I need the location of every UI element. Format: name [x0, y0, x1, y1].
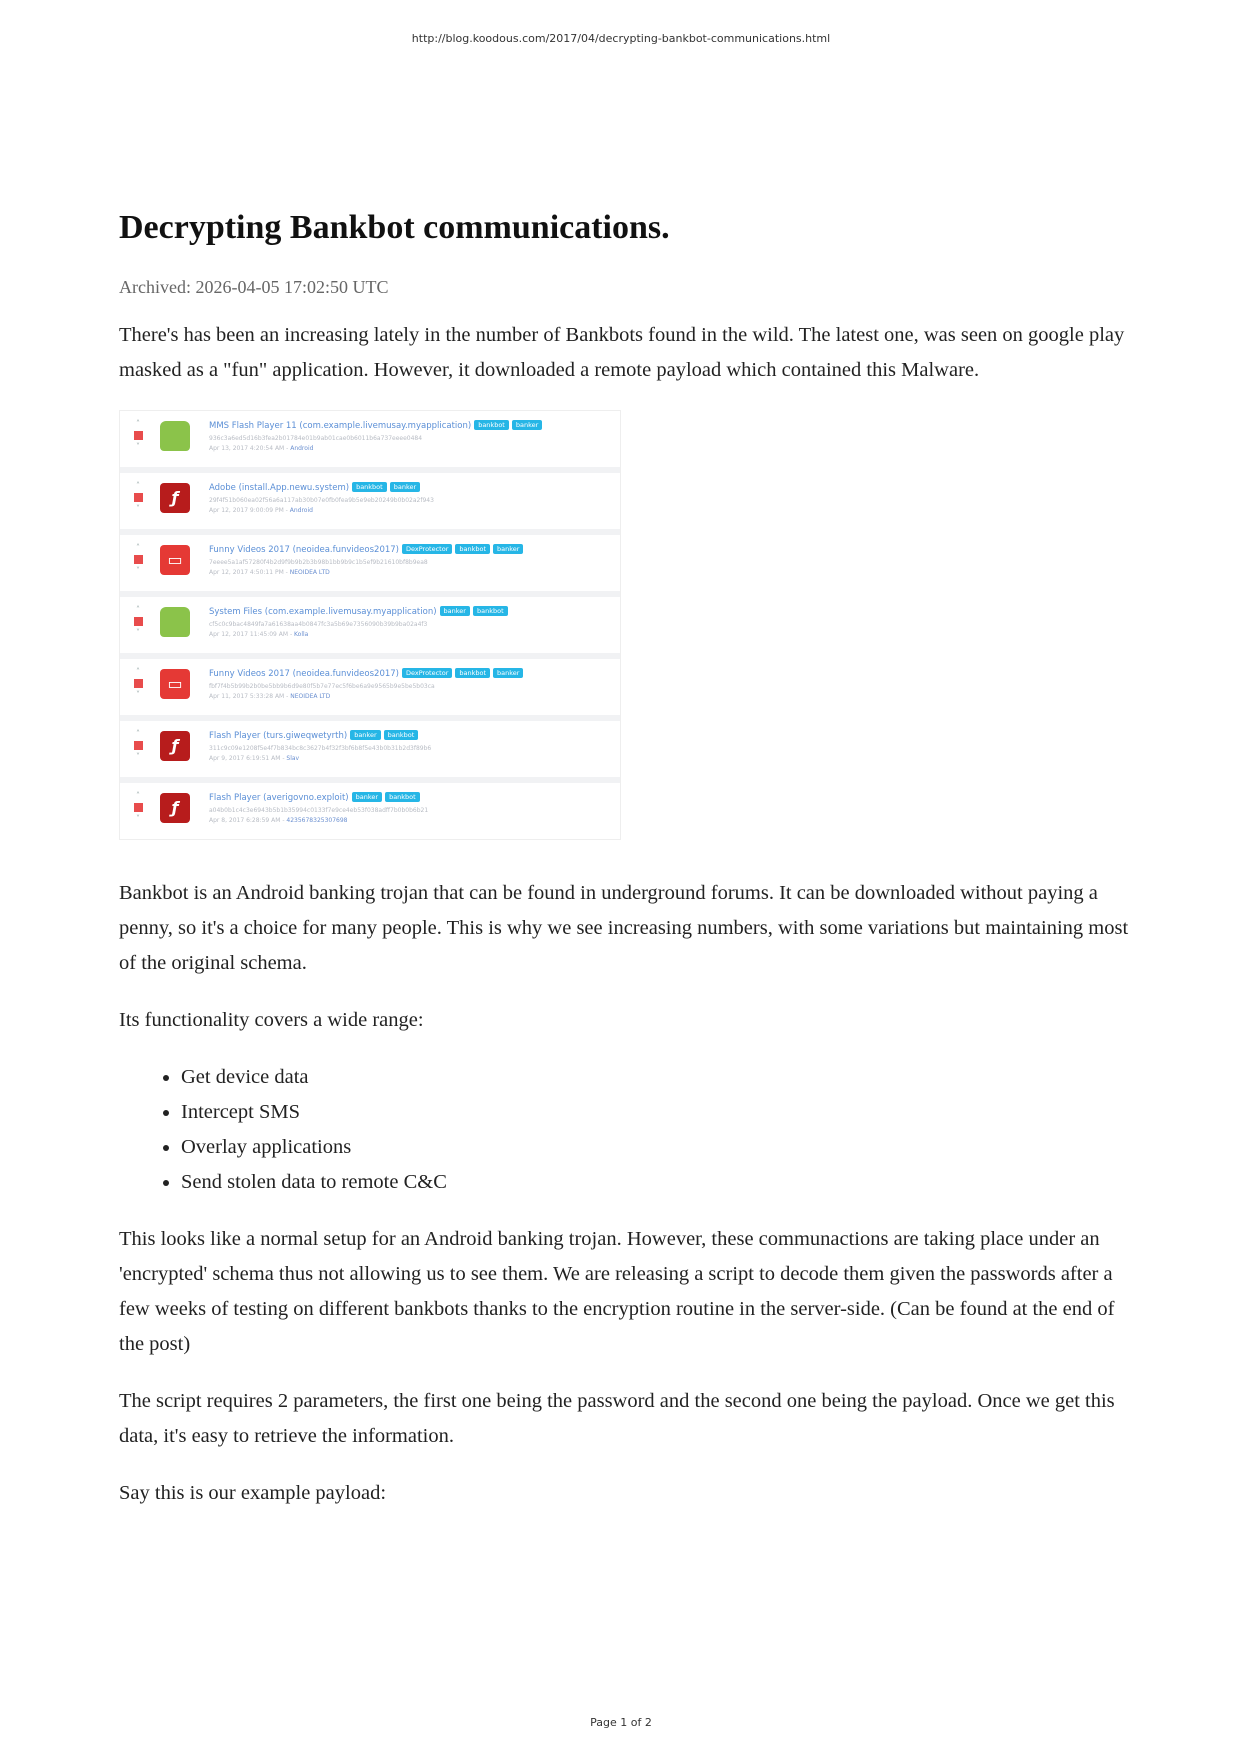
- table-row: [120, 473, 620, 535]
- paragraph-bankbot-description: Bankbot is an Android banking trojan that can be found in underground forums. It can be downloaded without paying a penny, so it's a choice for many people. This is why we see increasing numbers, with some variations but maintaining most of the original schema.: [119, 881, 1129, 974]
- table-row: [120, 411, 620, 473]
- tag-badge: bankbot: [474, 420, 509, 430]
- vote-control-icon: ˄ ˅: [132, 543, 144, 576]
- koodous-results-screenshot: [119, 410, 621, 840]
- flash-icon: ƒ: [160, 731, 190, 761]
- app-title: Funny Videos 2017 (neoidea.funvideos2017): [209, 668, 399, 679]
- tag-badge: bankbot: [455, 544, 490, 554]
- tag-badge: banker: [390, 482, 420, 492]
- developer-link: NEOIDEA LTD: [289, 568, 330, 576]
- sample-hash: fbf7f4b5b99b2b0be5bb9b6d9e80f5b7e77ec5f6be6a9e9565b9e5be5b03ca: [209, 682, 435, 690]
- flag-icon: [134, 803, 143, 812]
- flag-icon: [134, 741, 143, 750]
- tag-badge: bankbot: [385, 792, 420, 802]
- android-icon: [160, 421, 190, 451]
- tag-badge: DexProtector: [402, 668, 452, 678]
- list-item: • Send stolen data to remote C&C: [181, 1165, 1129, 1200]
- tag-badge: banker: [350, 730, 380, 740]
- app-title: Funny Videos 2017 (neoidea.funvideos2017): [209, 544, 399, 555]
- developer-link: NEOIDEA LTD: [290, 692, 331, 700]
- vote-control-icon: ˄ ˅: [132, 481, 144, 514]
- flash-icon: ƒ: [160, 793, 190, 823]
- vote-control-icon: ˄ ˅: [132, 667, 144, 700]
- tag-badge: banker: [493, 668, 523, 678]
- flag-icon: [134, 679, 143, 688]
- sample-hash: 311c9c09e1208f5e4f7b834bc8c3627b4f32f3bf6b8f5e43b0b31b2d3f89b6: [209, 744, 432, 752]
- sample-hash: a04b0b1c4c3e6943b5b1b35994c0133f7e9ce4eb53f038adff7b0b0b6b21: [209, 806, 429, 814]
- sample-date: Apr 8, 2017 6:28:59 AM -: [209, 816, 287, 824]
- table-row: [120, 535, 620, 597]
- developer-link: Slav: [286, 754, 300, 762]
- intro-paragraph: There's has been an increasing lately in the number of Bankbots found in the wild. The latest one, was seen on google play masked as a "fun" application. However, it downloaded a remote payload which contained this Malware.: [119, 323, 1125, 381]
- list-item: • Get device data: [181, 1060, 1129, 1095]
- app-title: Flash Player (averigovno.exploit): [209, 792, 349, 803]
- paragraph-script-params: The script requires 2 parameters, the first one being the password and the second one being the payload. Once we get this data, it's easy to retrieve the information.: [119, 1389, 1115, 1447]
- tag-badge: bankbot: [352, 482, 387, 492]
- sample-date: Apr 11, 2017 5:33:28 AM -: [209, 692, 291, 700]
- flag-icon: [134, 431, 143, 440]
- sample-hash: 29f4f51b060ea02f56a6a117ab30b07e0fb0fea9b5e9eb20249b0b02a2f943: [209, 496, 434, 504]
- sample-hash: 7eeee5a1af57280f4b2d9f9b9b2b3b98b1bb9b9c1b5ef9b21610bf8b9ea8: [209, 558, 428, 566]
- vote-control-icon: ˄ ˅: [132, 605, 144, 638]
- tag-badge: DexProtector: [402, 544, 452, 554]
- developer-link: Android: [289, 506, 313, 514]
- developer-link: Android: [290, 444, 314, 452]
- sample-hash: cf5c0c9bac4849fa7a61638aa4b0847fc3a5b69e7356090b39b9ba02a4f3: [209, 620, 428, 628]
- sample-hash: 936c3a6ed5d16b3fea2b01784e01b9ab01cae0b6011b6a737eeee0484: [209, 434, 423, 442]
- tag-badge: banker: [352, 792, 382, 802]
- sample-date: Apr 12, 2017 11:45:09 AM -: [209, 630, 295, 638]
- table-row: [120, 659, 620, 721]
- tag-badge: banker: [440, 606, 470, 616]
- sample-date: Apr 9, 2017 6:19:51 AM -: [209, 754, 287, 762]
- tag-badge: banker: [493, 544, 523, 554]
- source-url: http://blog.koodous.com/2017/04/decrypting-bankbot-communications.html: [411, 32, 831, 45]
- sample-date: Apr 12, 2017 9:00:09 PM -: [209, 506, 290, 514]
- app-title: Flash Player (turs.giweqwetyrth): [209, 730, 348, 741]
- list-item: • Intercept SMS: [181, 1095, 1129, 1130]
- sample-date: Apr 13, 2017 4:20:54 AM -: [209, 444, 291, 452]
- developer-link: 4235678325307698: [286, 816, 348, 824]
- flag-icon: [134, 555, 143, 564]
- paragraph-example-payload: Say this is our example payload:: [119, 1481, 387, 1504]
- article: [119, 208, 1129, 1533]
- paragraph-functionality-intro: Its functionality covers a wide range:: [119, 1008, 424, 1031]
- tag-badge: bankbot: [384, 730, 419, 740]
- flag-icon: [134, 617, 143, 626]
- table-row: [120, 597, 620, 659]
- sample-date: Apr 12, 2017 4:50:11 PM -: [209, 568, 290, 576]
- article-title: Decrypting Bankbot communications.: [119, 209, 670, 246]
- table-row: [120, 783, 620, 839]
- archived-timestamp: Archived: 2026-04-05 17:02:50 UTC: [119, 276, 389, 297]
- flash-android-icon: ƒ: [160, 483, 190, 513]
- tag-badge: banker: [512, 420, 542, 430]
- video-icon: ▭: [160, 545, 190, 575]
- list-item: • Overlay applications: [181, 1130, 1129, 1165]
- developer-link: Kolla: [294, 630, 309, 638]
- tag-badge: bankbot: [473, 606, 508, 616]
- paragraph-encryption: This looks like a normal setup for an Android banking trojan. However, these communactions are taking place under an 'encrypted' schema thus not allowing us to see them. We are releasing a script to decode them given the passwords after a few weeks of testing on different bankbots thanks to the encryption routine in the server-side. (Can be found at the end of the post): [119, 1227, 1115, 1355]
- page-number: Page 1 of 2: [590, 1716, 652, 1729]
- app-title: MMS Flash Player 11 (com.example.livemusay.myapplication): [209, 420, 472, 431]
- vote-control-icon: ˄ ˅: [132, 419, 144, 452]
- table-row: [120, 721, 620, 783]
- android-icon: [160, 607, 190, 637]
- app-title: System Files (com.example.livemusay.myapplication): [209, 606, 437, 617]
- app-title: Adobe (install.App.newu.system): [209, 482, 350, 493]
- vote-control-icon: ˄ ˅: [132, 729, 144, 762]
- flag-icon: [134, 493, 143, 502]
- tag-badge: bankbot: [455, 668, 490, 678]
- feature-list: [119, 1060, 1129, 1200]
- vote-control-icon: ˄ ˅: [132, 791, 144, 824]
- video-icon: ▭: [160, 669, 190, 699]
